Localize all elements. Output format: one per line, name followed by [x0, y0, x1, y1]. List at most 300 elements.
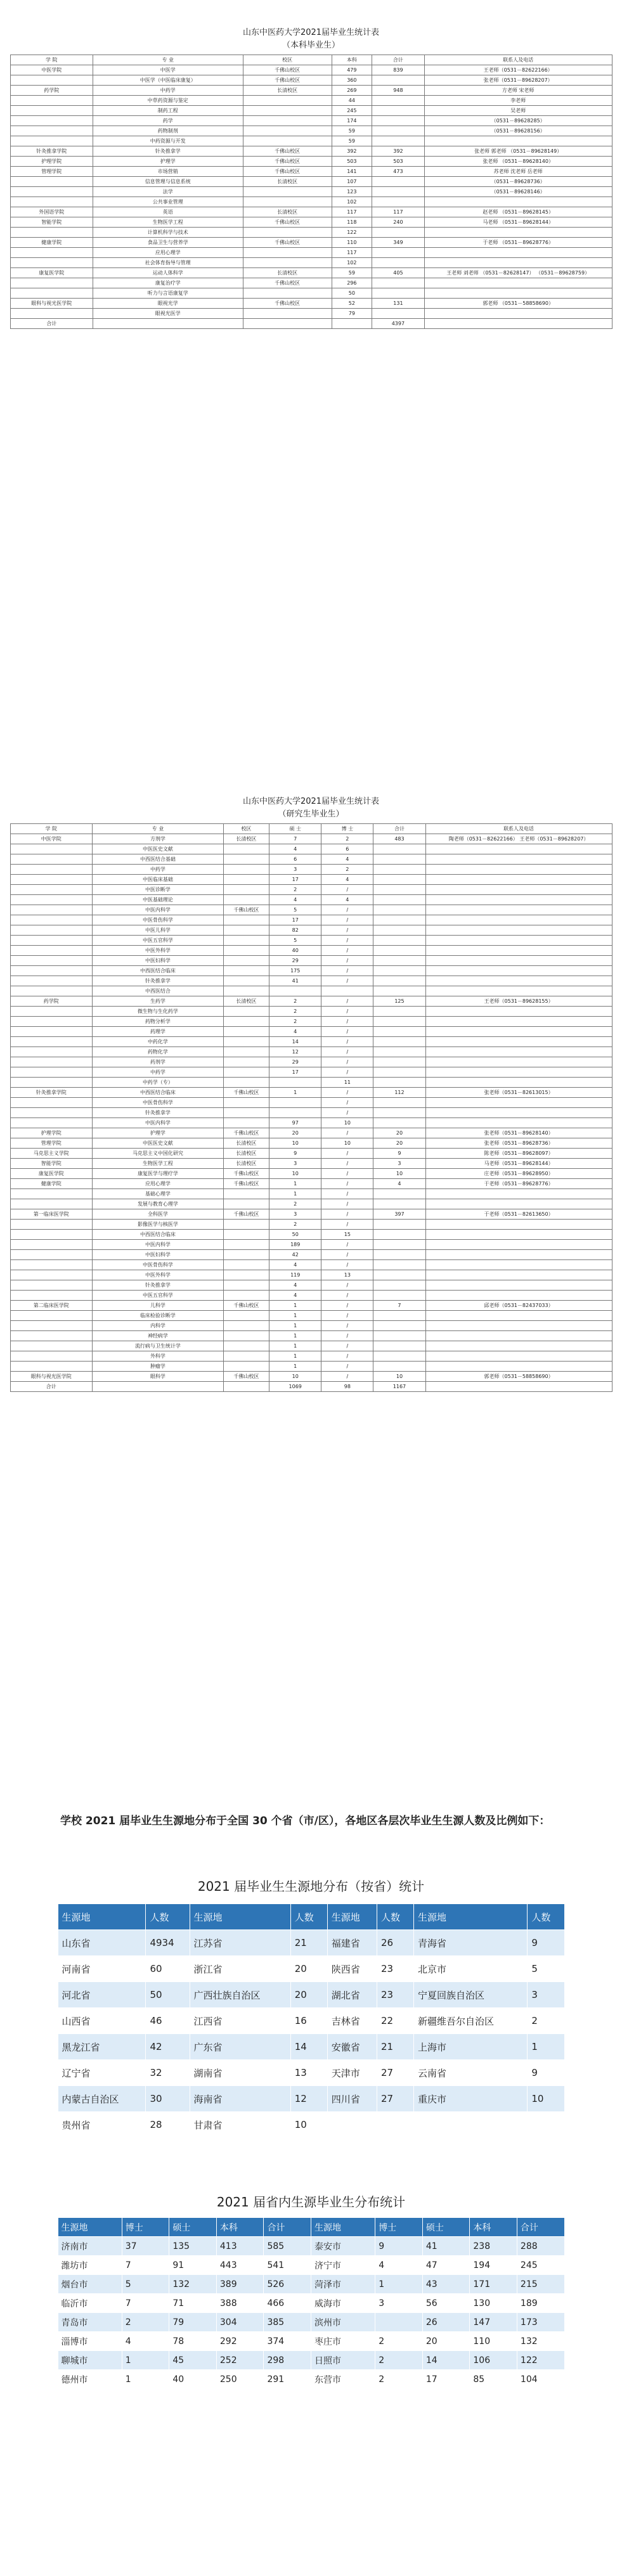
- table-cell: [373, 854, 425, 865]
- province-stats-title: 2021 届毕业生生源地分布（按省）统计: [197, 1879, 425, 1894]
- table-cell: 118: [332, 217, 372, 228]
- table-cell: 中医学: [93, 65, 243, 75]
- header-cell: 生源地: [58, 2218, 122, 2237]
- table-cell: 503: [332, 157, 372, 167]
- table-cell: 吴老师: [424, 106, 612, 116]
- table-cell: 29: [269, 1057, 321, 1067]
- table-row: [10, 197, 612, 207]
- table-cell: [10, 96, 93, 106]
- undergrad-subtitle: （本科毕业生）: [282, 41, 340, 50]
- table-cell: [243, 96, 332, 106]
- table-cell: 千佛山校区: [223, 1372, 269, 1382]
- table-cell: 9: [269, 1149, 321, 1159]
- table-cell: 长清校区: [223, 1159, 269, 1169]
- table-cell: 194: [470, 2256, 517, 2275]
- table-cell: /: [321, 1159, 373, 1169]
- table-cell: （0531－89628285）: [424, 116, 612, 126]
- table-cell: /: [321, 1179, 373, 1189]
- table-row: [10, 1169, 612, 1179]
- table-cell: 庄老师（0531－89628950）: [425, 1169, 612, 1179]
- table-cell: [373, 1341, 425, 1351]
- table-cell: 济南市: [58, 2237, 122, 2256]
- table-cell: 护理学院: [10, 1128, 93, 1138]
- table-cell: 儿科学: [93, 1301, 224, 1311]
- table-cell: 112: [373, 1088, 425, 1098]
- table-cell: 中药学: [93, 865, 224, 875]
- table-cell: [223, 966, 269, 976]
- table-cell: 王老师 刘老师 （0531－82628147） （0531－89628759）: [424, 268, 612, 278]
- table-cell: 马克思主义中国化研究: [93, 1149, 224, 1159]
- table-cell: 20: [290, 1982, 327, 2008]
- table-cell: 中医五官科学: [93, 1291, 224, 1301]
- table-cell: 眼科与视光医学院: [10, 1372, 93, 1382]
- table-cell: 中医外科学: [93, 1270, 224, 1280]
- table-cell: 304: [216, 2313, 264, 2332]
- table-cell: 张老师（0531－89628207）: [424, 75, 612, 86]
- table-cell: [373, 956, 425, 966]
- table-cell: 药物制剂: [93, 126, 243, 136]
- table-cell: 15: [321, 1230, 373, 1240]
- table-cell: [373, 936, 425, 946]
- table-cell: 123: [332, 187, 372, 197]
- table-row: [10, 258, 612, 268]
- table-cell: /: [321, 1149, 373, 1159]
- table-cell: [373, 895, 425, 905]
- table-row: [58, 2112, 564, 2138]
- table-cell: [425, 905, 612, 915]
- table-row: [10, 1260, 612, 1270]
- table-row: [10, 1270, 612, 1280]
- table-cell: [10, 1220, 93, 1230]
- table-cell: 10: [321, 1118, 373, 1128]
- table-cell: [425, 1250, 612, 1260]
- header-cell: 校区: [223, 824, 269, 834]
- table-cell: [372, 126, 425, 136]
- table-cell: 中医诊断学: [93, 885, 224, 895]
- table-cell: [377, 2112, 413, 2138]
- table-row: [58, 2086, 564, 2112]
- table-cell: [425, 1007, 612, 1017]
- table-cell: [373, 1321, 425, 1331]
- table-cell: 药物化学: [93, 1047, 224, 1057]
- table-cell: 菏泽市: [311, 2275, 375, 2294]
- table-cell: 千佛山校区: [243, 65, 332, 75]
- table-cell: 2: [321, 865, 373, 875]
- table-row: [10, 915, 612, 925]
- table-cell: 千佛山校区: [223, 1128, 269, 1138]
- table-cell: 4: [375, 2256, 423, 2275]
- table-cell: [425, 1108, 612, 1118]
- table-cell: [10, 1270, 93, 1280]
- table-cell: [372, 187, 425, 197]
- table-cell: [373, 976, 425, 986]
- table-cell: 44: [332, 96, 372, 106]
- table-cell: 17: [269, 875, 321, 885]
- table-cell: [223, 1037, 269, 1047]
- table-cell: [243, 228, 332, 238]
- table-cell: 4: [269, 895, 321, 905]
- table-cell: 陶老师（0531－82622166） 王老师（0531－89628207）: [425, 834, 612, 844]
- table-cell: 17: [269, 915, 321, 925]
- header-cell: 联系人及电话: [424, 55, 612, 65]
- header-cell: 合计: [373, 824, 425, 834]
- table-cell: 临沂市: [58, 2294, 122, 2313]
- table-cell: 药学: [93, 116, 243, 126]
- table-cell: 日照市: [311, 2351, 375, 2370]
- table-cell: 52: [332, 299, 372, 309]
- table-row: [58, 2351, 564, 2370]
- table-cell: [223, 895, 269, 905]
- table-cell: 10: [269, 1372, 321, 1382]
- header-cell: 本科: [470, 2218, 517, 2237]
- table-cell: /: [321, 1098, 373, 1108]
- table-cell: 32: [146, 2060, 190, 2086]
- table-cell: [10, 925, 93, 936]
- table-cell: 北京市: [413, 1956, 527, 1982]
- table-cell: 292: [216, 2332, 264, 2351]
- table-row: [10, 1128, 612, 1138]
- table-cell: （0531－89628146）: [424, 187, 612, 197]
- table-cell: 听力与言语康复学: [93, 288, 243, 299]
- table-cell: 海南省: [190, 2086, 290, 2112]
- table-cell: 71: [169, 2294, 217, 2313]
- table-cell: [10, 228, 93, 238]
- table-cell: [372, 177, 425, 187]
- table-cell: 5: [269, 936, 321, 946]
- table-cell: [269, 1078, 321, 1088]
- table-cell: 药物分析学: [93, 1017, 224, 1027]
- table-row: [10, 1098, 612, 1108]
- table-cell: 171: [470, 2275, 517, 2294]
- table-cell: 威海市: [311, 2294, 375, 2313]
- table-cell: [10, 1108, 93, 1118]
- table-cell: 56: [422, 2294, 470, 2313]
- table-cell: [425, 1362, 612, 1372]
- table-cell: 7: [122, 2256, 169, 2275]
- table-cell: 147: [470, 2313, 517, 2332]
- table-cell: 眼视光医学: [93, 309, 243, 319]
- table-cell: /: [321, 1260, 373, 1270]
- table-cell: 1: [269, 1321, 321, 1331]
- table-cell: 79: [332, 309, 372, 319]
- table-cell: 康复医学院: [10, 1169, 93, 1179]
- table-cell: 中医骨伤科学: [93, 1260, 224, 1270]
- table-cell: 千佛山校区: [243, 167, 332, 177]
- table-cell: [10, 1047, 93, 1057]
- table-cell: [223, 1260, 269, 1270]
- table-row: [58, 2332, 564, 2351]
- table-cell: [243, 187, 332, 197]
- table-cell: 41: [422, 2237, 470, 2256]
- table-cell: [425, 1189, 612, 1199]
- header-cell: 博士: [122, 2218, 169, 2237]
- table-cell: 12: [290, 2086, 327, 2112]
- table-cell: 中医临床基础: [93, 875, 224, 885]
- table-cell: 中药学: [93, 1067, 224, 1078]
- table-cell: 10: [290, 2112, 327, 2138]
- table-cell: 20: [373, 1128, 425, 1138]
- table-cell: 132: [517, 2332, 564, 2351]
- table-cell: 药理学: [93, 1027, 224, 1037]
- table-cell: 122: [517, 2351, 564, 2370]
- table-cell: [10, 1007, 93, 1017]
- table-cell: 175: [269, 966, 321, 976]
- table-cell: 德州市: [58, 2370, 122, 2389]
- table-cell: 淄博市: [58, 2332, 122, 2351]
- table-row: [10, 1301, 612, 1311]
- table-cell: [373, 1067, 425, 1078]
- table-cell: 131: [372, 299, 425, 309]
- table-cell: 生药学: [93, 996, 224, 1007]
- table-cell: /: [321, 1301, 373, 1311]
- table-row: [10, 1199, 612, 1209]
- table-cell: 针灸推拿学: [93, 1280, 224, 1291]
- table-cell: 29: [269, 956, 321, 966]
- table-cell: 2: [269, 885, 321, 895]
- table-cell: 2: [269, 1220, 321, 1230]
- table-row: [10, 1179, 612, 1189]
- table-cell: 湖北省: [327, 1982, 377, 2008]
- table-cell: 13: [290, 2060, 327, 2086]
- table-cell: [424, 278, 612, 288]
- table-cell: /: [321, 1250, 373, 1260]
- table-cell: [223, 1321, 269, 1331]
- table-row: [58, 1956, 564, 1982]
- table-cell: 4: [321, 875, 373, 885]
- table-cell: [223, 885, 269, 895]
- table-row: [10, 1027, 612, 1037]
- table-cell: /: [321, 1199, 373, 1209]
- table-cell: 10: [528, 2086, 564, 2112]
- table-cell: [425, 1057, 612, 1067]
- table-cell: 173: [517, 2313, 564, 2332]
- table-cell: [425, 1230, 612, 1240]
- table-cell: 16: [290, 2008, 327, 2034]
- table-cell: /: [321, 976, 373, 986]
- header-cell: 学 院: [10, 55, 93, 65]
- header-cell: 生源地: [311, 2218, 375, 2237]
- table-cell: 泰安市: [311, 2237, 375, 2256]
- table-cell: 马老师（0531－89628144）: [425, 1159, 612, 1169]
- table-row: [10, 1280, 612, 1291]
- table-cell: 40: [269, 946, 321, 956]
- table-cell: 陈老师（0531－89628097）: [425, 1149, 612, 1159]
- header-cell: 本科: [216, 2218, 264, 2237]
- table-cell: 6: [269, 854, 321, 865]
- table-cell: [223, 1311, 269, 1321]
- table-cell: [425, 1078, 612, 1088]
- total-phd: 98: [321, 1382, 373, 1392]
- table-cell: 269: [332, 86, 372, 96]
- table-row: [10, 1220, 612, 1230]
- table-row: [58, 2060, 564, 2086]
- table-cell: [10, 1189, 93, 1199]
- table-cell: 英语: [93, 207, 243, 217]
- table-cell: （0531－89628736）: [424, 177, 612, 187]
- table-cell: [425, 956, 612, 966]
- table-cell: /: [321, 1057, 373, 1067]
- table-cell: /: [321, 1128, 373, 1138]
- table-cell: [425, 1351, 612, 1362]
- table-cell: 392: [332, 146, 372, 157]
- table-row: [10, 1341, 612, 1351]
- table-row: [10, 966, 612, 976]
- table-cell: 21: [377, 2034, 413, 2060]
- table-cell: 9: [528, 2060, 564, 2086]
- table-cell: 948: [372, 86, 425, 96]
- table-cell: [223, 1351, 269, 1362]
- header-cell: 合计: [372, 55, 425, 65]
- table-cell: [425, 865, 612, 875]
- table-cell: [425, 885, 612, 895]
- table-cell: [10, 75, 93, 86]
- table-cell: 413: [216, 2237, 264, 2256]
- table-cell: [424, 258, 612, 268]
- table-cell: 4: [122, 2332, 169, 2351]
- table-cell: [327, 2112, 377, 2138]
- table-cell: 中医外科学: [93, 946, 224, 956]
- table-row: [10, 1118, 612, 1128]
- table-cell: 智能学院: [10, 1159, 93, 1169]
- table-cell: 42: [146, 2034, 190, 2060]
- table-cell: [10, 1118, 93, 1128]
- undergrad-section: [0, 27, 622, 329]
- table-cell: [424, 228, 612, 238]
- table-cell: [10, 116, 93, 126]
- table-cell: 20: [269, 1128, 321, 1138]
- table-cell: [425, 1047, 612, 1057]
- table-cell: 1: [269, 1351, 321, 1362]
- table-cell: 10: [373, 1169, 425, 1179]
- table-cell: 37: [122, 2237, 169, 2256]
- table-cell: [10, 956, 93, 966]
- table-row: [10, 1351, 612, 1362]
- table-cell: [372, 248, 425, 258]
- table-cell: [10, 1199, 93, 1209]
- table-cell: [425, 1118, 612, 1128]
- table-cell: [425, 1027, 612, 1037]
- table-cell: 3: [269, 1209, 321, 1220]
- table-cell: 483: [373, 834, 425, 844]
- table-cell: [373, 1240, 425, 1250]
- table-cell: 眼科学: [93, 1372, 224, 1382]
- table-cell: [223, 1250, 269, 1260]
- header-cell: 联系人及电话: [425, 824, 612, 834]
- table-cell: 外科学: [93, 1351, 224, 1362]
- table-cell: 27: [377, 2086, 413, 2112]
- total-all: 1167: [373, 1382, 425, 1392]
- table-cell: 青岛市: [58, 2313, 122, 2332]
- table-cell: 针灸推拿学: [93, 146, 243, 157]
- table-cell: 福建省: [327, 1930, 377, 1956]
- table-cell: 42: [269, 1250, 321, 1260]
- table-cell: 四川省: [327, 2086, 377, 2112]
- table-cell: [10, 875, 93, 885]
- table-cell: 中药学（专）: [93, 1078, 224, 1088]
- table-cell: [372, 116, 425, 126]
- table-cell: 长清校区: [243, 177, 332, 187]
- table-row: [10, 248, 612, 258]
- total-ms: 1069: [269, 1382, 321, 1392]
- table-cell: 473: [372, 167, 425, 177]
- table-cell: 苏老师 沈老师 岳老师: [424, 167, 612, 177]
- table-cell: 1: [269, 1088, 321, 1098]
- empty-cell: [424, 319, 612, 329]
- table-cell: [223, 1027, 269, 1037]
- table-cell: [10, 865, 93, 875]
- table-cell: 79: [169, 2313, 217, 2332]
- table-cell: 应用心理学: [93, 248, 243, 258]
- table-cell: [10, 177, 93, 187]
- table-cell: [425, 1098, 612, 1108]
- grad-section: [0, 795, 622, 1392]
- table-cell: 长清校区: [223, 996, 269, 1007]
- table-cell: [10, 1260, 93, 1270]
- table-cell: [373, 1260, 425, 1270]
- table-cell: [10, 885, 93, 895]
- table-cell: [10, 106, 93, 116]
- table-cell: [425, 915, 612, 925]
- table-cell: 第一临床医学院: [10, 1209, 93, 1220]
- table-cell: 349: [372, 238, 425, 248]
- table-cell: 中西医结合临床: [93, 966, 224, 976]
- table-cell: 585: [264, 2237, 311, 2256]
- table-cell: 291: [264, 2370, 311, 2389]
- table-cell: 内蒙古自治区: [58, 2086, 146, 2112]
- table-cell: 1: [122, 2370, 169, 2389]
- table-cell: 5: [122, 2275, 169, 2294]
- table-cell: [373, 885, 425, 895]
- table-row: [10, 136, 612, 146]
- table-cell: 王老师（0531－82622166）: [424, 65, 612, 75]
- header-cell: 人数: [377, 1904, 413, 1930]
- table-cell: [425, 1331, 612, 1341]
- table-row: [10, 1189, 612, 1199]
- table-cell: [373, 1037, 425, 1047]
- table-cell: 中西医结合: [93, 986, 224, 996]
- table-cell: 250: [216, 2370, 264, 2389]
- table-row: [58, 2237, 564, 2256]
- table-cell: [425, 1199, 612, 1209]
- table-cell: [372, 197, 425, 207]
- table-cell: [372, 75, 425, 86]
- table-cell: 千佛山校区: [243, 299, 332, 309]
- table-cell: 宁夏回族自治区: [413, 1982, 527, 2008]
- table-row: [10, 116, 612, 126]
- header-cell: 生源地: [327, 1904, 377, 1930]
- table-cell: 125: [373, 996, 425, 1007]
- table-cell: [372, 136, 425, 146]
- table-cell: 外国语学院: [10, 207, 93, 217]
- table-cell: [373, 1189, 425, 1199]
- table-cell: 康复医学院: [10, 268, 93, 278]
- table-cell: [10, 1230, 93, 1240]
- table-cell: 中医内科学: [93, 1240, 224, 1250]
- table-cell: 215: [517, 2275, 564, 2294]
- table-cell: 方剂学: [93, 834, 224, 844]
- table-cell: 千佛山校区: [243, 146, 332, 157]
- table-cell: 5: [269, 905, 321, 915]
- table-cell: 59: [332, 268, 372, 278]
- table-cell: [373, 1250, 425, 1260]
- table-cell: [10, 136, 93, 146]
- table-cell: 马老师 （0531－89628144）: [424, 217, 612, 228]
- table-cell: [10, 1027, 93, 1037]
- table-cell: [413, 2112, 527, 2138]
- table-cell: /: [321, 1372, 373, 1382]
- table-cell: 市场营销: [93, 167, 243, 177]
- table-cell: 9: [373, 1149, 425, 1159]
